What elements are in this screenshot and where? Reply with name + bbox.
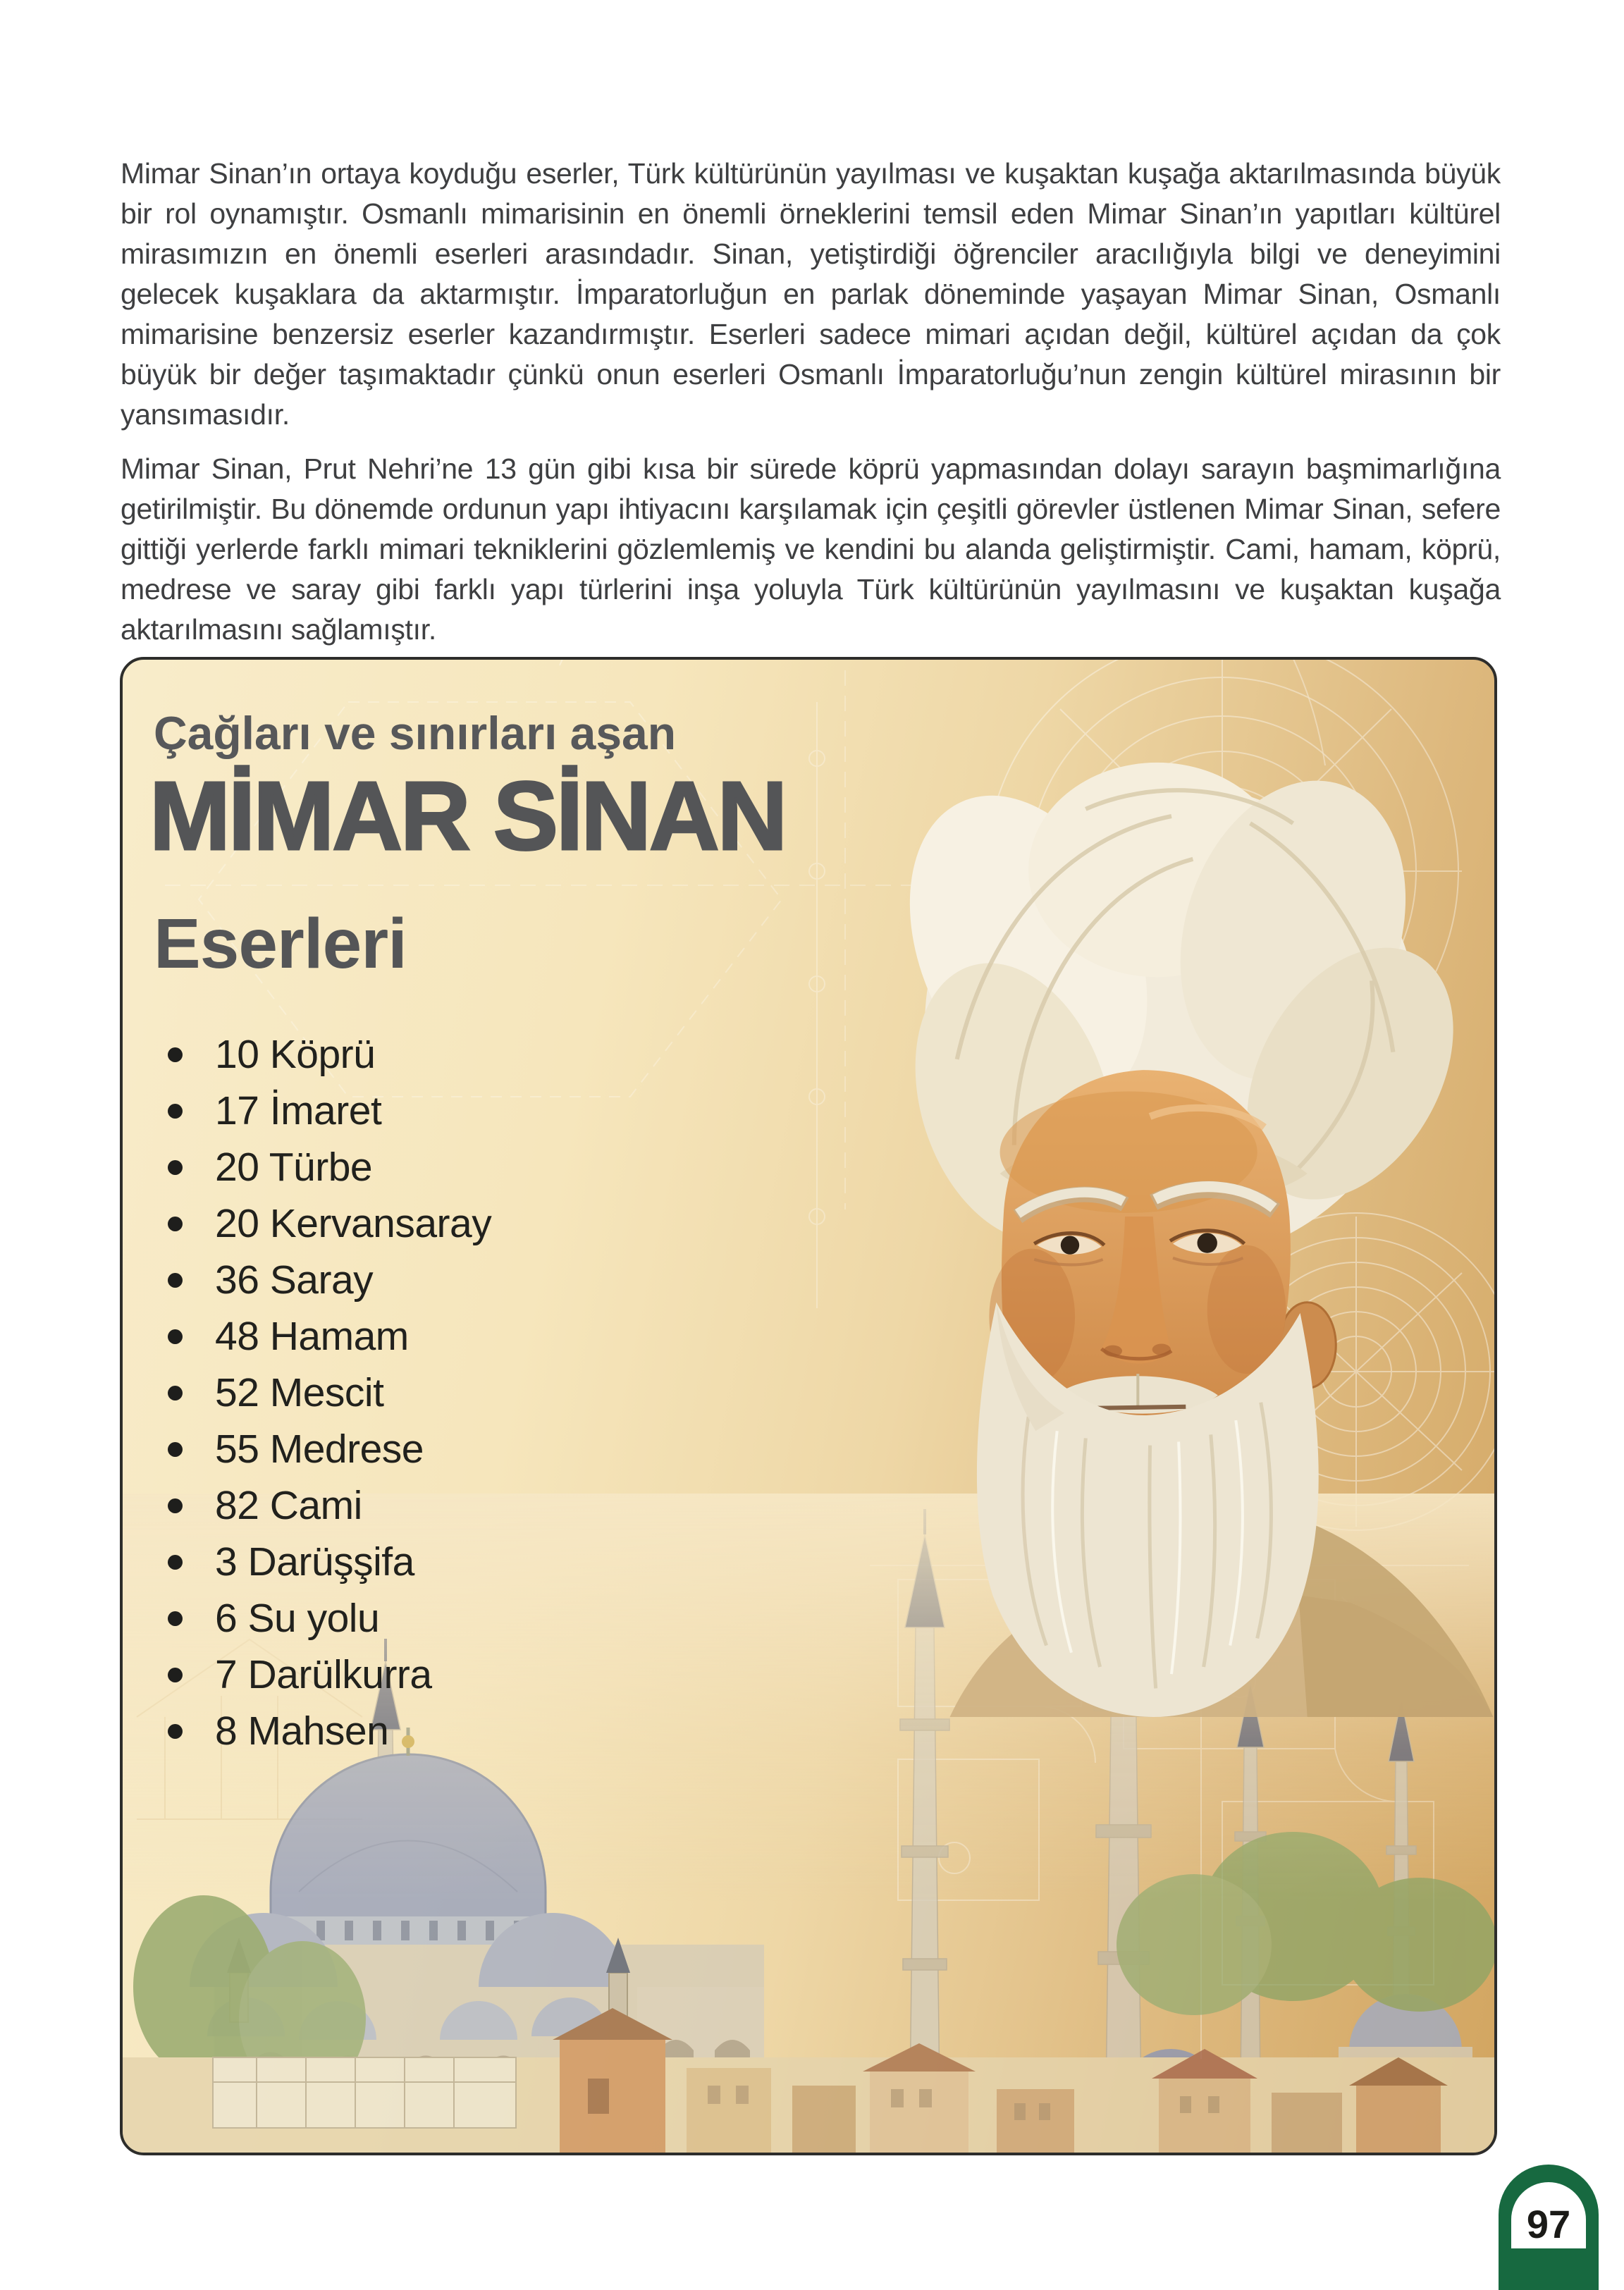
list-item [168,1083,491,1139]
list-item [168,1026,491,1083]
bullet-icon [168,1047,183,1062]
bullet-icon [168,1498,183,1513]
bullet-icon [168,1386,183,1401]
list-item [168,1308,491,1365]
work-label: 36 Saray [215,1257,374,1303]
list-item [168,1703,491,1759]
works-list [168,1026,491,1759]
infographic-title: MİMAR SİNAN [149,762,786,870]
list-item [168,1365,491,1421]
bullet-icon [168,1668,183,1682]
bullet-icon [168,1104,183,1119]
bullet-icon [168,1555,183,1570]
list-item [168,1590,491,1646]
list-item [168,1477,491,1534]
infographic-kicker: Çağları ve sınırları aşan [154,707,677,759]
mimar-sinan-infographic-card [120,657,1497,2155]
work-label: 48 Hamam [215,1314,409,1359]
bullet-icon [168,1160,183,1175]
bullet-icon [168,1442,183,1457]
page-number: 97 [1526,2202,1571,2246]
bullet-icon [168,1611,183,1626]
bullet-icon [168,1329,183,1344]
page-number-arch [1511,2182,1586,2248]
list-item [168,1195,491,1252]
mimar-sinan-portrait-illustration [849,716,1494,1717]
infographic-subtitle: Eserleri [154,904,407,983]
work-label: 6 Su yolu [215,1596,380,1641]
work-label: 8 Mahsen [215,1709,389,1754]
intro-paragraph-2: Mimar Sinan, Prut Nehri’ne 13 gün gibi kısa bir sürede köprü yapmasından dolayı sarayın başmimarlığına getirilmiştir. Bu dönemde ordunun yapı ihtiyacını karşılamak için çeşitli görevler üstlenen Mimar Sinan, sefere gittiği yerlerde farklı mimari tekniklerini gözlemlemiş ve kendini bu alanda geliştirmiştir. Cami, hamam, köprü, medrese ve saray gibi farklı yapı türlerini inşa yoluyla Türk kültürünün yayılmasını ve kuşaktan kuşağa aktarılmasını sağlamıştır. [121,453,1501,646]
bullet-icon [168,1217,183,1231]
intro-paragraph-1: Mimar Sinan’ın ortaya koyduğu eserler, Türk kültürünün yayılması ve kuşaktan kuşağa aktarılmasında büyük bir rol oynamıştır. Osmanlı mimarisinin en önemli örneklerini temsil eden Mimar Sinan’ın yapıtları kültürel mirasımızın en önemli eserleri arasındadır. Sinan, yetiştirdiği öğrenciler aracılığıyla bilgi ve deneyimini gelecek kuşaklara da aktarmıştır. İmparatorluğun en parlak döneminde yaşayan Mimar Sinan, Osmanlı mimarisine benzersiz eserler kazandırmıştır. Eserleri sadece mimari açıdan değil, kültürel açıdan da çok büyük bir değer taşımaktadır çünkü onun eserleri Osmanlı İmparatorluğu’nun zengin kültürel mirasının bir yansımasıdır. [121,157,1501,431]
list-item [168,1139,491,1195]
bullet-icon [168,1273,183,1288]
work-label: 20 Türbe [215,1145,373,1190]
list-item [168,1252,491,1308]
page-number-badge [1499,2165,1599,2290]
work-label: 3 Darüşşifa [215,1539,414,1584]
work-label: 17 İmaret [215,1088,382,1133]
work-label: 52 Mescit [215,1370,384,1415]
list-item [168,1421,491,1477]
list-item [168,1534,491,1590]
intro-text-block [121,154,1501,650]
work-label: 10 Köprü [215,1032,376,1077]
bullet-icon [168,1724,183,1739]
work-label: 55 Medrese [215,1427,424,1472]
list-item [168,1646,491,1703]
work-label: 20 Kervansaray [215,1201,492,1246]
work-label: 7 Darülkurra [215,1652,432,1697]
work-label: 82 Cami [215,1483,362,1528]
